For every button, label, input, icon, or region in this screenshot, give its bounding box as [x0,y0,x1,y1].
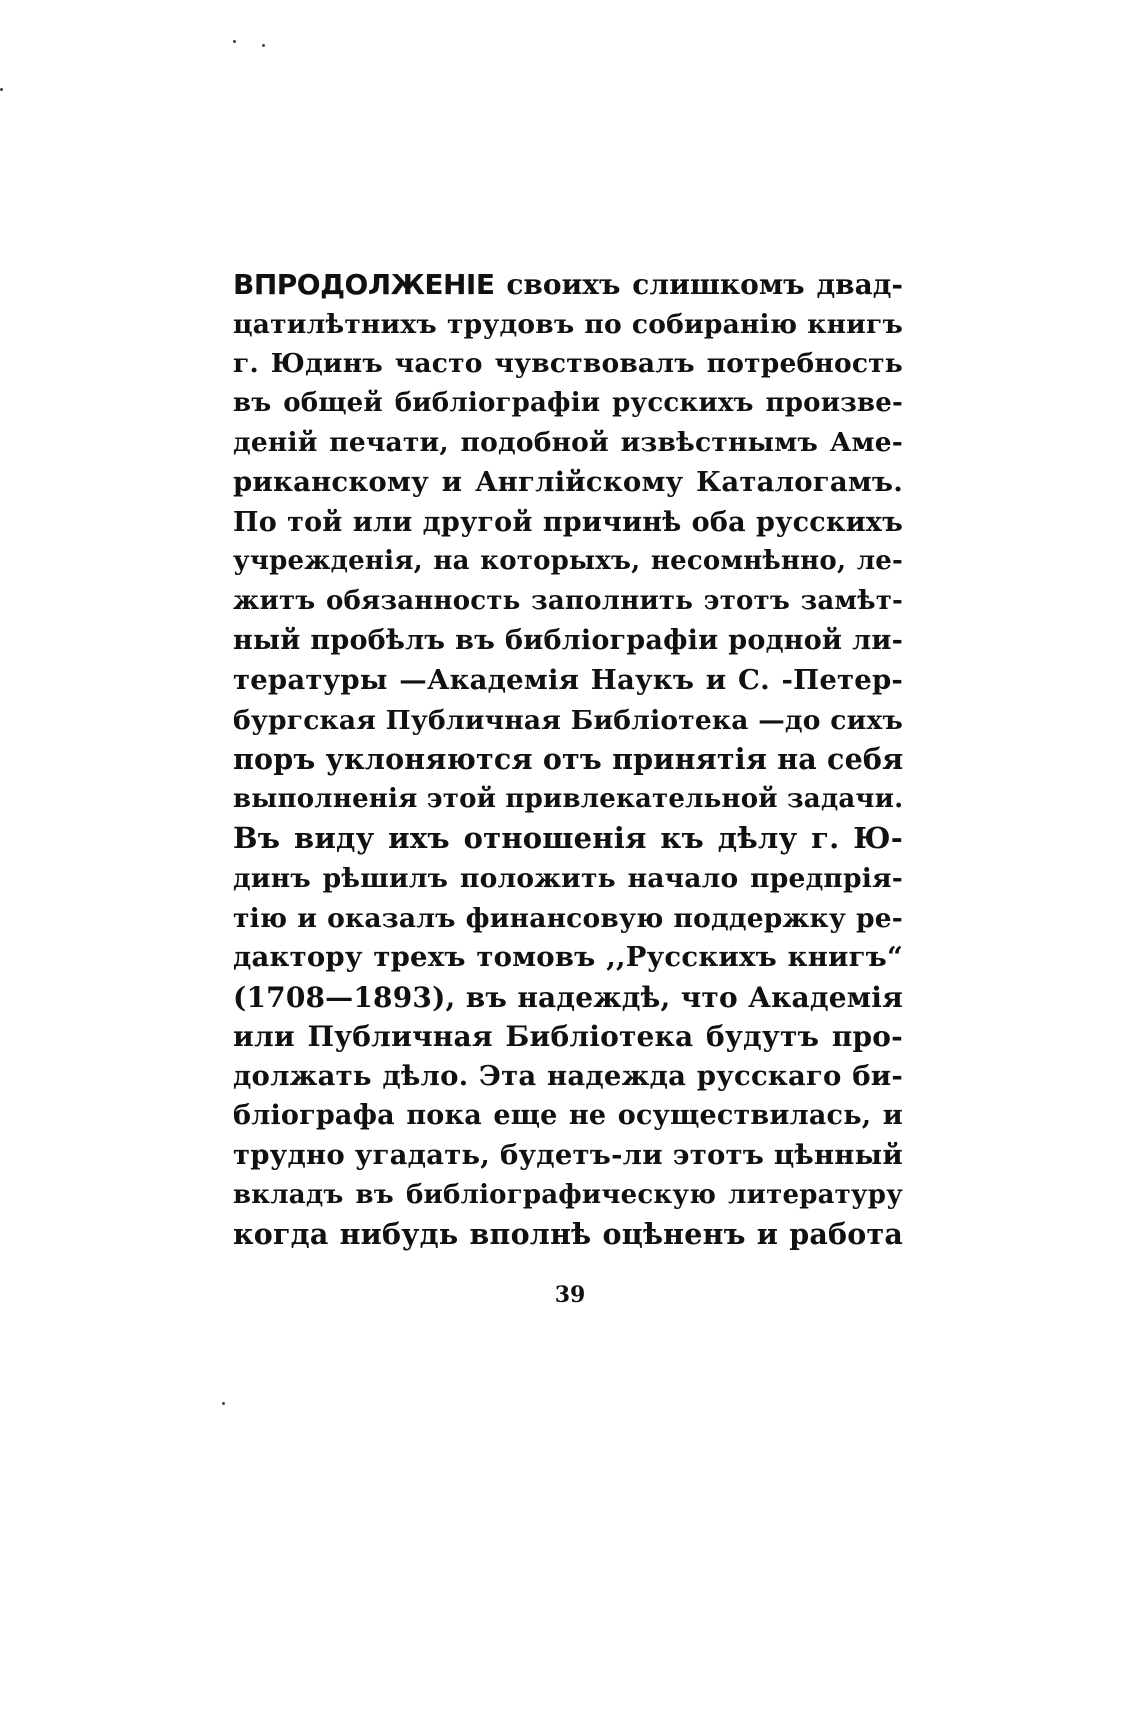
text-line: блiографа пока еще не осуществилась, и [233,1100,903,1132]
text-line: или Публичная Библiотека будутъ про- [233,1020,903,1054]
text-line: цатилѣтнихъ трудовъ по собиранiю книгъ [233,308,903,340]
text-line: вкладъ въ библiографическую литературу [233,1179,903,1210]
first-line-rest: своихъ слишкомъ двад- [506,268,904,301]
text-line: дактору трехъ томовъ ,,Русскихъ книгъ“ [233,941,903,974]
text-line: денiй печати, подобной извѣстнымъ Аме- [233,427,903,459]
text-line: въ общей библiографiи русскихъ произве- [233,387,903,418]
page-number: 39 [554,1282,586,1308]
body-text [233,265,903,1255]
text-line: выполненiя этой привлекательной задачи. [233,783,904,814]
text-line: (1708—1893), въ надеждѣ, что Академiя [233,980,903,1014]
text-line: тературы —Академiя Наукъ и С. -Петер- [233,663,903,696]
scan-speck [233,40,236,43]
text-line: когда нибудь вполнѣ оцѣненъ и работа [233,1217,903,1252]
text-line: тiю и оказалъ финансовую поддержку ре- [233,902,903,934]
scan-speck [0,88,3,91]
scan-speck [262,44,265,47]
text-line: бургская Публичная Библiотека —до сихъ [233,704,903,736]
scan-speck [222,1402,225,1405]
text-line: житъ обязанность заполнить этотъ замѣт- [233,585,903,616]
text-line: учрежденiя, на которыхъ, несомнѣнно, ле- [233,546,903,577]
text-line: поръ уклоняются отъ принятiя на себя [233,742,904,777]
text-line: г. Юдинъ часто чувствовалъ потребность [233,348,903,380]
text-line: динъ рѣшилъ положить начало предпрiя- [233,862,903,894]
text-line: ный пробѣлъ въ библiографiи родной ли- [233,625,903,657]
text-line: должать дѣло. Эта надежда русскаго би- [233,1059,903,1092]
lead-word: ВПРОДОЛЖЕНIЕ [233,268,495,301]
text-line: риканскому и Англiйскому Каталогамъ. [233,465,903,498]
text-line: Въ виду ихъ отношенiя къ дѣлу г. Ю- [233,821,903,856]
text-line [233,265,903,305]
text-line: трудно угадать, будетъ-ли этотъ цѣнный [233,1139,903,1172]
text-line: По той или другой причинѣ оба русскихъ [233,506,903,538]
